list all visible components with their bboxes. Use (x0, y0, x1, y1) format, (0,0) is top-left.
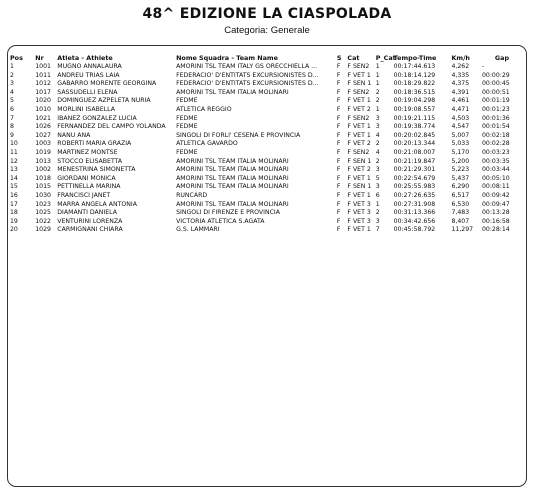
cell-team: AMORINI TSL TEAM ITALIA MOLINARI (176, 166, 289, 174)
cell-pos: 9 (10, 131, 14, 139)
cell-team: AMORINI TSL TEAM ITALIA MOLINARI (176, 183, 289, 191)
cell-team: FEDME (176, 114, 198, 122)
cell-time: 00:19:38.774 (393, 123, 436, 131)
cell-nr: 1023 (35, 200, 51, 208)
cell-team: AMORINI TSL TEAM ITALIA MOLINARI (176, 157, 289, 165)
cell-pos: 18 (10, 209, 18, 217)
cell-gap: 00:16:58 (481, 217, 510, 225)
cell-speed: 4,391 (451, 88, 470, 96)
cell-nr: 1027 (35, 131, 51, 139)
cell-sex: F (336, 148, 341, 156)
cell-athlete: ROBERTI MARIA GRAZIA (57, 140, 132, 148)
cell-gap: 00:00:51 (481, 88, 510, 96)
cell-nr: 1017 (35, 88, 51, 96)
cell-nr: 1020 (35, 97, 51, 105)
cell-athlete: MUGNO ANNALAURA (57, 63, 122, 70)
cell-sex: F (336, 105, 341, 113)
cell-gap: 00:02:28 (481, 140, 510, 148)
cell-nr: 1019 (35, 148, 51, 156)
cell-category: F VET 1 (347, 131, 371, 139)
cell-category: F VET 1 (347, 71, 371, 79)
table-row (10, 140, 522, 149)
cell-pos: 19 (10, 217, 18, 225)
column-header-gap: Gap (494, 53, 510, 62)
cell-nr: 1030 (35, 191, 51, 199)
cell-team: FEDME (176, 148, 198, 156)
cell-speed: 7,483 (451, 209, 470, 217)
cell-category-position: 3 (375, 217, 380, 225)
cell-nr: 1010 (35, 105, 51, 113)
cell-gap: 00:02:18 (481, 131, 510, 139)
cell-nr: 1012 (35, 80, 51, 88)
cell-speed: 4,262 (451, 63, 470, 70)
cell-category: F SEN 1 (347, 183, 372, 191)
column-header-pos: Pos (10, 53, 23, 62)
cell-category: F VET 3 (347, 209, 371, 217)
cell-category: F VET 2 (347, 166, 371, 174)
cell-athlete: DIAMANTI DANIELA (57, 209, 117, 217)
cell-category-position: 2 (375, 97, 380, 105)
cell-pos: 20 (10, 226, 18, 234)
cell-sex: F (336, 200, 341, 208)
cell-speed: 5,437 (451, 174, 470, 182)
cell-team: AMORINI TSL TEAM ITALIA MOLINARI (176, 200, 289, 208)
cell-sex: F (336, 63, 341, 70)
cell-category-position: 6 (375, 191, 380, 199)
cell-speed: 4,471 (451, 105, 470, 113)
table-row (10, 97, 522, 106)
cell-nr: 1011 (35, 71, 51, 79)
column-header-nr: Nr (35, 53, 44, 62)
cell-sex: F (336, 157, 341, 165)
cell-time: 00:19:08.557 (393, 105, 436, 113)
cell-category: F VET 1 (347, 226, 371, 234)
cell-athlete: SASSUDELLI ELENA (57, 88, 118, 96)
cell-category-position: 1 (375, 80, 380, 88)
cell-speed: 4,503 (451, 114, 470, 122)
cell-athlete: MARRA ANGELA ANTONIA (57, 200, 137, 208)
cell-pos: 7 (10, 114, 14, 122)
cell-team: ATLETICA GAVARDO (176, 140, 238, 148)
cell-athlete: FRANCISCI JANET (57, 191, 111, 199)
cell-athlete: ANDREU TRIAS LAIA (57, 71, 120, 79)
cell-category: F SEN2 (347, 114, 370, 122)
table-row (10, 226, 522, 235)
cell-pos: 2 (10, 71, 14, 79)
cell-category: F VET 1 (347, 191, 371, 199)
page-title: 48^ EDIZIONE LA CIASPOLADA (142, 6, 392, 22)
cell-category: F SEN 1 (347, 80, 372, 88)
cell-time: 00:19:04.298 (393, 97, 436, 105)
cell-category-position: 1 (375, 63, 380, 70)
table-header-row (10, 52, 522, 63)
cell-nr: 1018 (35, 174, 51, 182)
cell-time: 00:22:54.679 (393, 174, 436, 182)
cell-category: F VET 3 (347, 217, 371, 225)
cell-athlete: GIORDANI MONICA (57, 174, 116, 182)
cell-sex: F (336, 131, 341, 139)
column-header-athlete: Atleta - Athlete (57, 53, 113, 62)
cell-team: VICTORIA ATLETICA S.AGATA (176, 217, 265, 225)
cell-time: 00:25:55.983 (393, 183, 436, 191)
cell-athlete: DOMINGUEZ AZPELETA NURIA (57, 97, 151, 105)
cell-athlete: CARMIGNANI CHIARA (57, 226, 123, 234)
cell-category-position: 1 (375, 71, 380, 79)
cell-team: G.S. LAMMARI (176, 226, 220, 234)
table-row (10, 106, 522, 115)
cell-gap: 00:28:14 (481, 226, 510, 234)
cell-category: F VET 1 (347, 174, 371, 182)
cell-athlete: GABARRO MORENTE GEORGINA (57, 80, 157, 88)
table-row (10, 115, 522, 124)
cell-team: FEDERACIO' D'ENTITATS EXCURSIONISTES D... (176, 80, 319, 88)
cell-team: SINGOLI DI FIRENZE E PROVINCIA (176, 209, 280, 217)
cell-gap: 00:00:29 (481, 71, 510, 79)
cell-category-position: 2 (375, 88, 380, 96)
table-row (10, 89, 522, 98)
cell-sex: F (336, 140, 341, 148)
cell-speed: 4,375 (451, 80, 470, 88)
cell-sex: F (336, 174, 341, 182)
column-header-time: Tempo-Time (393, 53, 437, 62)
cell-gap: 00:09:42 (481, 191, 510, 199)
cell-sex: F (336, 226, 341, 234)
cell-pos: 1 (10, 63, 14, 70)
cell-gap: 00:03:23 (481, 148, 510, 156)
table-row (10, 201, 522, 210)
cell-gap: 00:09:47 (481, 200, 510, 208)
column-header-category-position: P_Cat (375, 53, 396, 62)
cell-time: 00:21:08.007 (393, 148, 436, 156)
cell-pos: 12 (10, 157, 18, 165)
cell-time: 00:21:29.301 (393, 166, 436, 174)
cell-athlete: MENESTRINA SIMONETTA (57, 166, 136, 174)
cell-category-position: 4 (375, 148, 380, 156)
cell-team: FEDERACIO' D'ENTITATS EXCURSIONISTES D... (176, 71, 319, 79)
table-row (10, 209, 522, 218)
cell-gap: 00:01:36 (481, 114, 510, 122)
cell-athlete: STOCCO ELISABETTA (57, 157, 123, 165)
cell-speed: 4,335 (451, 71, 470, 79)
cell-athlete: MORLINI ISABELLA (57, 105, 116, 113)
cell-pos: 8 (10, 123, 14, 131)
cell-nr: 1013 (35, 157, 51, 165)
cell-nr: 1001 (35, 63, 51, 70)
cell-sex: F (336, 80, 341, 88)
cell-pos: 13 (10, 166, 18, 174)
results-body (10, 63, 522, 235)
cell-time: 00:21:19.847 (393, 157, 436, 165)
cell-category: F VET 1 (347, 97, 371, 105)
cell-time: 00:27:31.908 (393, 200, 436, 208)
cell-team: RUNCARD (176, 191, 208, 199)
cell-time: 00:45:58.792 (393, 226, 436, 234)
table-row (10, 149, 522, 158)
cell-time: 00:20:13.344 (393, 140, 436, 148)
cell-sex: F (336, 71, 341, 79)
cell-pos: 15 (10, 183, 18, 191)
cell-sex: F (336, 166, 341, 174)
cell-category: F SEN2 (347, 88, 370, 96)
cell-speed: 11,297 (451, 226, 474, 234)
table-row (10, 218, 522, 227)
cell-speed: 4,547 (451, 123, 470, 131)
table-row (10, 192, 522, 201)
cell-pos: 6 (10, 105, 14, 113)
cell-sex: F (336, 209, 341, 217)
cell-nr: 1025 (35, 209, 51, 217)
column-header-speed: Km/h (451, 53, 470, 62)
cell-nr: 1002 (35, 166, 51, 174)
cell-team: AMORINI TSL TEAM ITALIA MOLINARI (176, 174, 289, 182)
cell-time: 00:34:42.656 (393, 217, 436, 225)
cell-time: 00:20:02.845 (393, 131, 436, 139)
cell-sex: F (336, 183, 341, 191)
cell-speed: 4,461 (451, 97, 470, 105)
cell-time: 00:18:36.515 (393, 88, 436, 96)
cell-speed: 5,170 (451, 148, 470, 156)
table-row (10, 175, 522, 184)
table-row (10, 166, 522, 175)
cell-category-position: 5 (375, 174, 380, 182)
cell-sex: F (336, 97, 341, 105)
cell-team: FEDME (176, 123, 198, 131)
cell-category-position: 3 (375, 166, 380, 174)
cell-time: 00:19:21.115 (393, 114, 436, 122)
cell-category: F VET 2 (347, 105, 371, 113)
cell-athlete: VENTURINI LORENZA (57, 217, 123, 225)
cell-pos: 10 (10, 140, 18, 148)
cell-gap: 00:08:11 (481, 183, 510, 191)
cell-category: F SEN 1 (347, 157, 372, 165)
cell-sex: F (336, 114, 341, 122)
cell-category-position: 3 (375, 123, 380, 131)
column-header-sex: S (336, 53, 342, 62)
cell-time: 00:18:29.822 (393, 80, 436, 88)
cell-category: F VET 1 (347, 123, 371, 131)
cell-category: F VET 2 (347, 140, 371, 148)
cell-nr: 1022 (35, 217, 51, 225)
cell-speed: 5,200 (451, 157, 470, 165)
cell-sex: F (336, 191, 341, 199)
table-row (10, 80, 522, 89)
cell-category: F SEN2 (347, 148, 370, 156)
cell-gap: 00:03:35 (481, 157, 510, 165)
cell-time: 00:31:13.366 (393, 209, 436, 217)
cell-athlete: PETTINELLA MARINA (57, 183, 121, 191)
cell-speed: 6,517 (451, 191, 470, 199)
cell-gap: 00:05:10 (481, 174, 510, 182)
column-header-team: Nome Squadra - Team Name (176, 53, 278, 62)
table-row (10, 72, 522, 81)
cell-pos: 16 (10, 191, 18, 199)
cell-gap: 00:01:19 (481, 97, 510, 105)
cell-sex: F (336, 217, 341, 225)
table-row (10, 158, 522, 167)
page-subtitle: Categoria: Generale (224, 25, 310, 36)
cell-sex: F (336, 123, 341, 131)
cell-category-position: 2 (375, 209, 380, 217)
cell-gap: 00:00:45 (481, 80, 510, 88)
cell-athlete: FERNANDEZ DEL CAMPO YOLANDA (57, 123, 166, 131)
cell-category: F SEN2 (347, 63, 370, 70)
cell-athlete: NANU ANA (57, 131, 91, 139)
column-header-category: Cat (347, 53, 360, 62)
cell-speed: 5,223 (451, 166, 470, 174)
table-row (10, 183, 522, 192)
cell-category-position: 2 (375, 157, 380, 165)
cell-pos: 5 (10, 97, 14, 105)
cell-pos: 4 (10, 88, 14, 96)
cell-category-position: 1 (375, 105, 380, 113)
cell-pos: 17 (10, 200, 18, 208)
cell-athlete: MARTINEZ MONTSE (57, 148, 118, 156)
cell-nr: 1015 (35, 183, 51, 191)
cell-athlete: IBANEZ GONZALEZ LUCIA (57, 114, 137, 122)
cell-category-position: 3 (375, 183, 380, 191)
cell-speed: 5,007 (451, 131, 470, 139)
cell-time: 00:18:14.129 (393, 71, 436, 79)
cell-pos: 3 (10, 80, 14, 88)
cell-category-position: 3 (375, 114, 380, 122)
cell-time: 00:17:44.613 (393, 63, 436, 70)
cell-pos: 14 (10, 174, 18, 182)
cell-category: F VET 3 (347, 200, 371, 208)
cell-team: FEDME (176, 97, 198, 105)
cell-speed: 6,530 (451, 200, 470, 208)
cell-speed: 5,033 (451, 140, 470, 148)
table-row (10, 132, 522, 141)
cell-pos: 11 (10, 148, 18, 156)
cell-gap: 00:13:28 (481, 209, 510, 217)
table-row (10, 123, 522, 132)
cell-team: AMORINI TSL TEAM ITALIA MOLINARI (176, 88, 289, 96)
cell-gap: 00:03:44 (481, 166, 510, 174)
cell-time: 00:27:26.635 (393, 191, 436, 199)
cell-nr: 1003 (35, 140, 51, 148)
cell-gap: 00:01:23 (481, 105, 510, 113)
cell-category-position: 1 (375, 200, 380, 208)
cell-sex: F (336, 88, 341, 96)
cell-gap: 00:01:54 (481, 123, 510, 131)
cell-speed: 8,407 (451, 217, 470, 225)
cell-team: SINGOLI DI FORLI' CESENA E PROVINCIA (176, 131, 301, 139)
cell-nr: 1021 (35, 114, 51, 122)
cell-category-position: 4 (375, 131, 380, 139)
table-row (10, 63, 522, 72)
cell-team: AMORINI TSL TEAM ITALY GS ORECCHIELLA ... (176, 63, 318, 70)
cell-category-position: 2 (375, 140, 380, 148)
cell-category-position: 7 (375, 226, 380, 234)
results-table (10, 52, 522, 235)
cell-speed: 6,290 (451, 183, 470, 191)
cell-nr: 1026 (35, 123, 51, 131)
cell-team: ATLETICA REGGIO (176, 105, 232, 113)
cell-gap: - (481, 63, 485, 70)
cell-nr: 1029 (35, 226, 51, 234)
